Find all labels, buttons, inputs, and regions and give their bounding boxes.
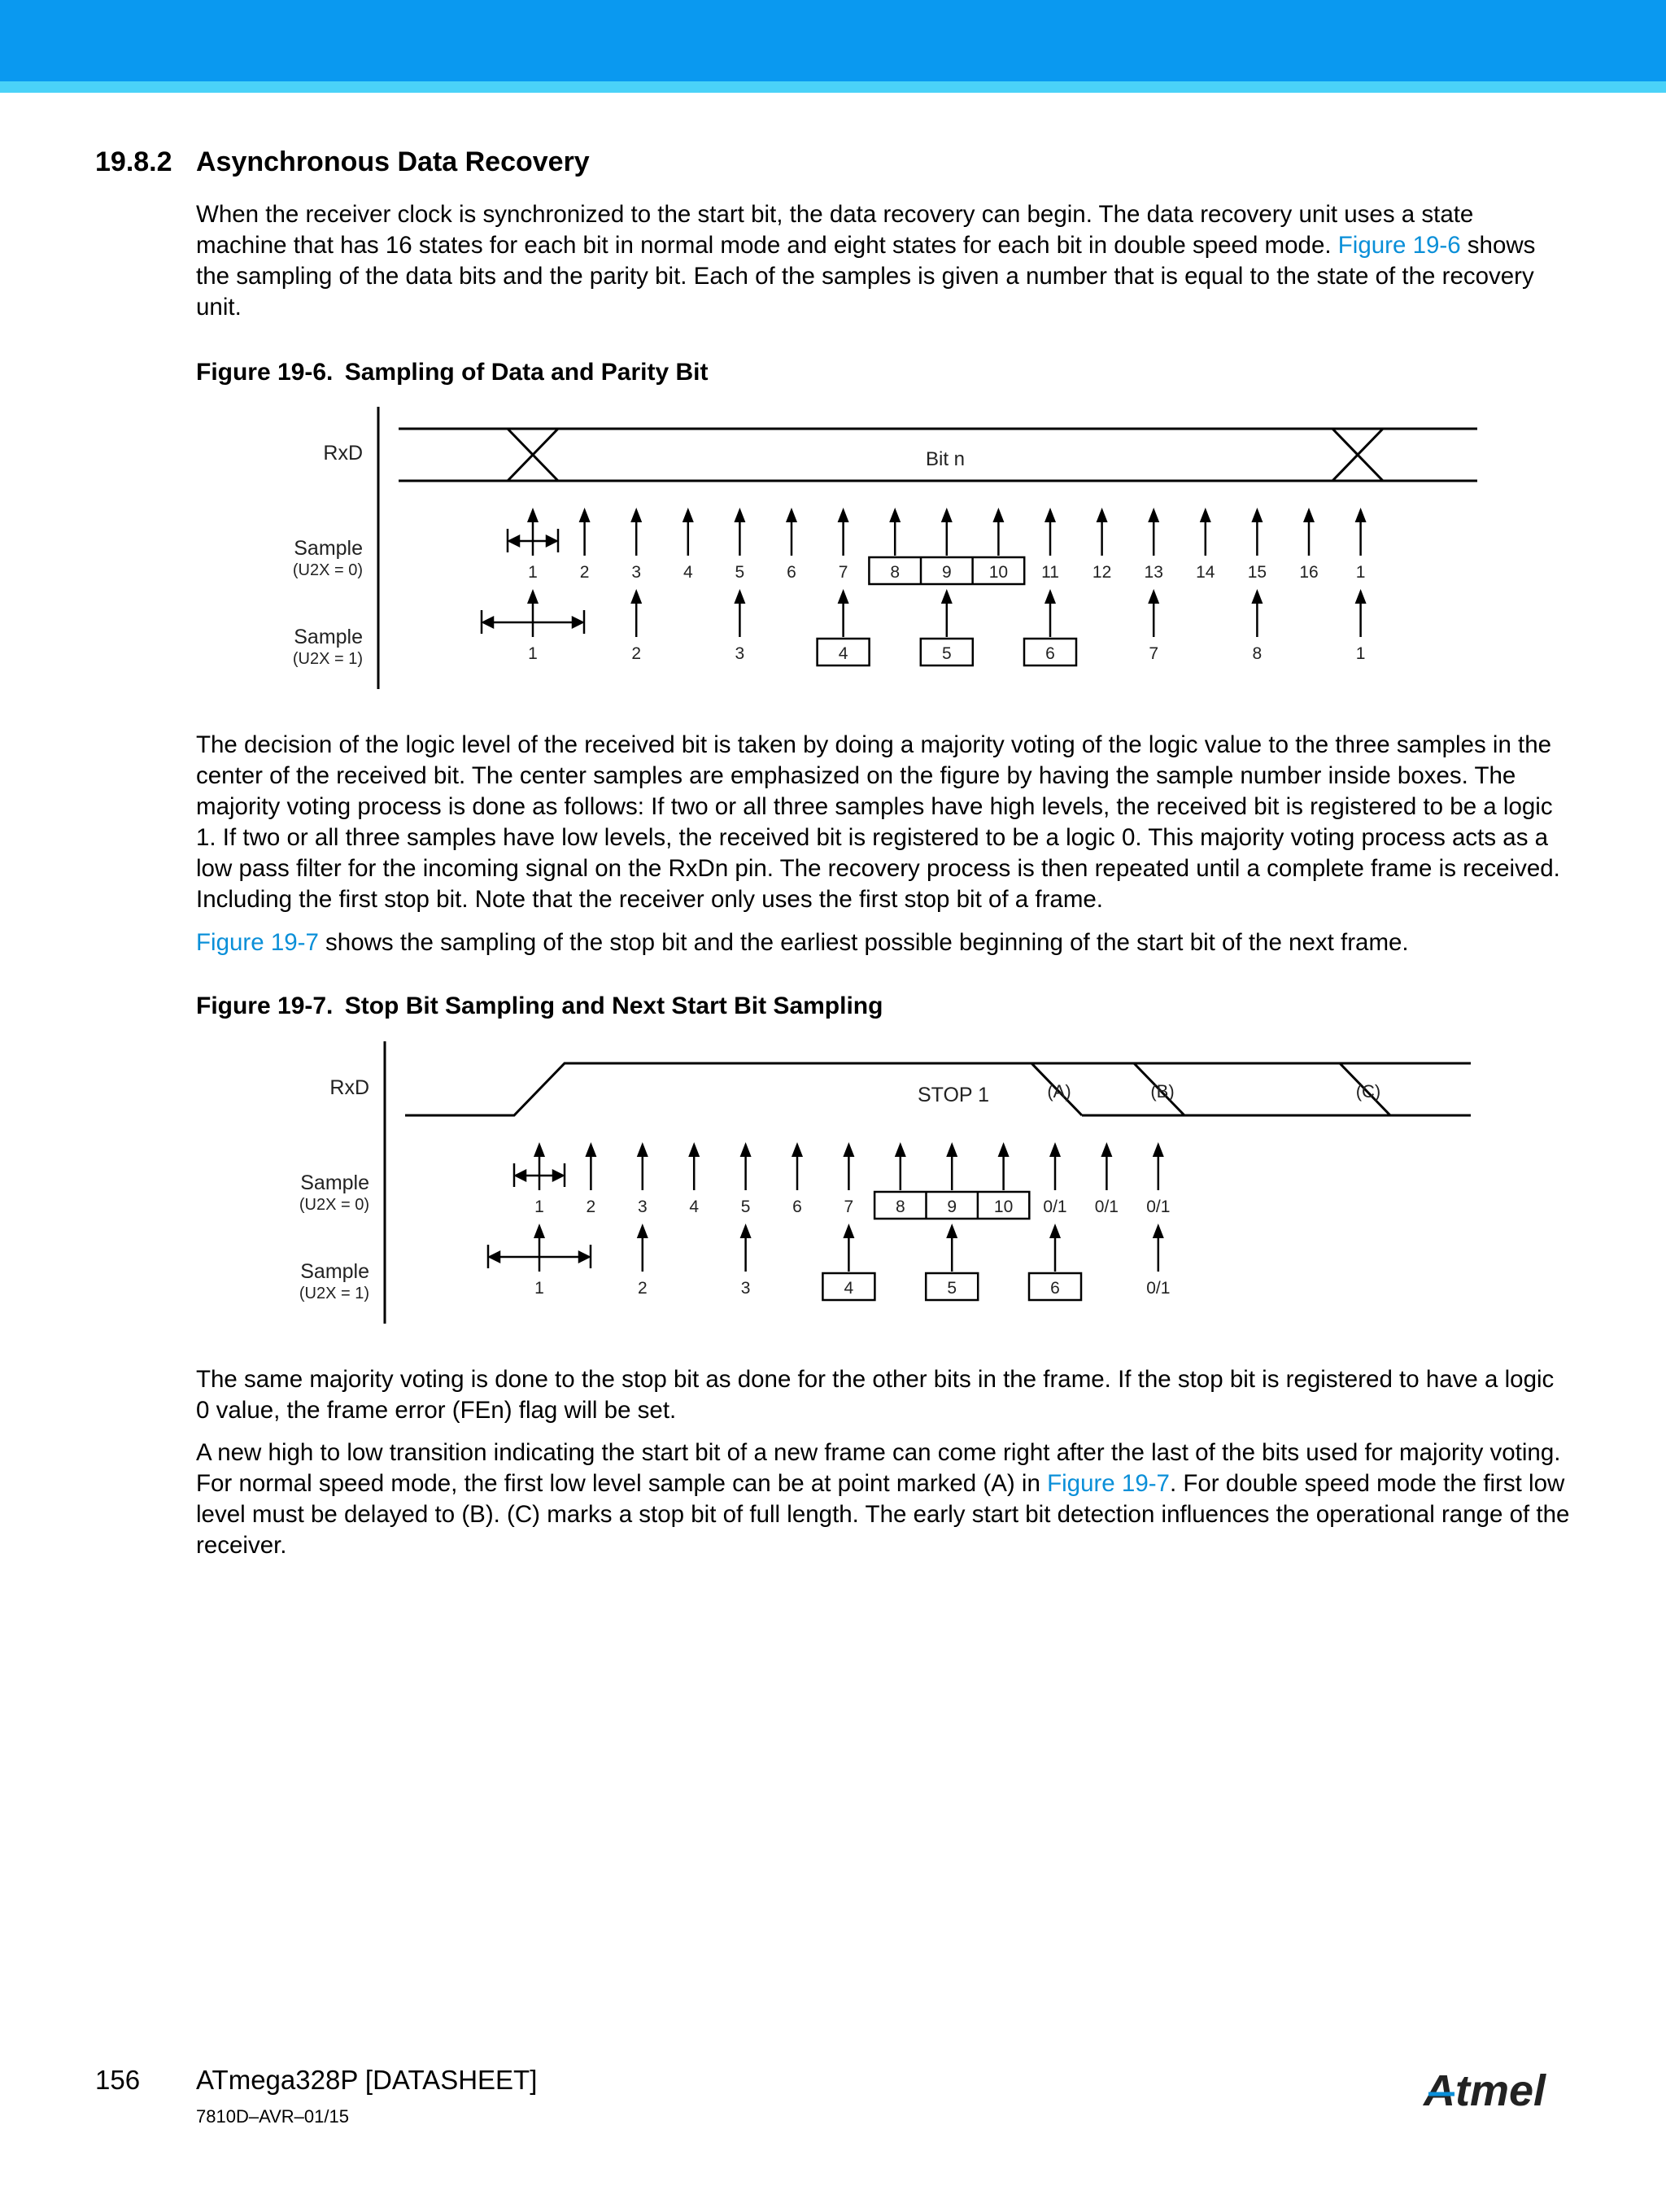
sample-label: Sample — [294, 537, 363, 560]
sample-arrow — [1097, 508, 1108, 556]
figure-number: Figure 19-7. — [196, 993, 334, 1019]
sample-arrow — [630, 508, 642, 556]
figure-19-7-caption — [196, 993, 888, 1020]
figure-number: Figure 19-6. — [196, 359, 334, 386]
mark-a-label: (A) — [1047, 1081, 1071, 1102]
paragraph-majority-voting: The decision of the logic level of the received bit is taken by doing a majority voting of the logic value to the three samples in the center of the received bit. The center samples are emphasized on the figure by having the sample number inside boxes. The majority voting process is done as follows: If two or all three samples have high levels, the received bit is registered to be a logic 1. If two or all three samples have low levels, the received bit is registered to be a logic 0. This majority voting process acts as a low pass filter for the incoming signal on the RxDn pin. The recovery process is then repeated until a complete frame is received. Including the first stop bit. Note that the receiver only uses the first stop bit of a frame. — [196, 731, 1560, 913]
sample-arrow — [579, 508, 591, 556]
header-bar — [0, 0, 1666, 81]
sample-number: 3 — [735, 644, 745, 663]
sample-arrow — [1200, 508, 1211, 556]
figure-19-7-diagram — [0, 1033, 1666, 1334]
figure-19-7-link[interactable]: Figure 19-7 — [196, 929, 319, 956]
sample-arrow — [946, 1224, 957, 1272]
sample-arrow — [941, 589, 953, 637]
sample-arrow — [1355, 589, 1367, 637]
bit-label: Bit n — [925, 448, 966, 470]
sample-arrow — [734, 508, 745, 556]
sample-number: 3 — [637, 1198, 648, 1216]
document-title: ATmega328P [DATASHEET] — [196, 2065, 538, 2095]
figure-19-6-diagram — [0, 399, 1666, 700]
document-id: 7810D–AVR–01/15 — [196, 2106, 349, 2127]
sample-number: 1 — [1355, 644, 1366, 663]
sample-number: 6 — [792, 1198, 802, 1216]
sample-number: 12 — [1092, 563, 1112, 582]
sample-number: 6 — [787, 563, 796, 582]
sample-number: 9 — [947, 1198, 957, 1216]
sample-number: 0/1 — [1146, 1279, 1171, 1298]
sample-arrow — [1153, 1224, 1164, 1272]
header-stripe — [0, 81, 1666, 93]
sample-arrow — [637, 1224, 648, 1272]
sample-arrow — [1049, 1224, 1061, 1272]
sample-number: 4 — [689, 1198, 700, 1216]
section-number: 19.8.2 — [95, 146, 172, 177]
mode0-label: (U2X = 0) — [292, 561, 363, 579]
page-number: 156 — [95, 2065, 141, 2095]
sample-label: Sample — [294, 626, 363, 648]
paragraph-new-frame — [196, 1438, 1571, 1561]
sample-arrow — [1049, 1142, 1061, 1190]
paragraph-intro — [196, 199, 1571, 323]
mode0-label: (U2X = 0) — [299, 1196, 369, 1214]
sample-arrow — [992, 508, 1004, 556]
sample-number: 16 — [1299, 563, 1319, 582]
paragraph-text: shows the sampling of the stop bit and the earliest possible beginning of the start bit of the next frame. — [318, 929, 1409, 956]
figure-19-7-link[interactable]: Figure 19-7 — [1047, 1470, 1170, 1497]
sample-arrow — [895, 1142, 906, 1190]
sample-number: 5 — [740, 1198, 751, 1216]
sample-number: 6 — [1045, 644, 1055, 663]
figure-title: Sampling of Data and Parity Bit — [344, 359, 709, 386]
sample-arrow — [1251, 589, 1263, 637]
sample-number: 9 — [941, 563, 952, 582]
sample-label: Sample — [300, 1260, 369, 1283]
sample-arrow — [1148, 508, 1159, 556]
sample-number: 1 — [534, 1198, 544, 1216]
sample-number: 5 — [947, 1279, 957, 1298]
sample-number: 5 — [735, 563, 745, 582]
figure-19-6-caption — [196, 359, 713, 386]
mark-b-label: (B) — [1150, 1081, 1175, 1102]
sample-number: 3 — [631, 563, 642, 582]
mark-c-label: (C) — [1355, 1081, 1381, 1102]
sample-arrow — [1153, 1142, 1164, 1190]
paragraph-text: . For double speed mode the first low level must be delayed to (B). (C) marks a stop bit of full length. The early start bit detection influences the operational range of the receiver. — [196, 1470, 1570, 1559]
sample-arrow — [688, 1142, 700, 1190]
sample-number: 2 — [637, 1279, 648, 1298]
sample-number: 4 — [683, 563, 693, 582]
sample-label: Sample — [300, 1171, 369, 1194]
sample-number: 0/1 — [1146, 1198, 1171, 1216]
sample-number: 0/1 — [1094, 1198, 1119, 1216]
sample-row-u2x0 — [534, 1142, 1170, 1219]
sample-number: 8 — [895, 1198, 905, 1216]
sample-arrow — [637, 1142, 648, 1190]
sample-number: 7 — [1149, 644, 1159, 663]
sample-arrow — [838, 589, 849, 637]
sample-row-u2x0 — [527, 508, 1367, 584]
sample-number: 6 — [1050, 1279, 1060, 1298]
sample-arrow — [740, 1142, 752, 1190]
sample-arrow — [527, 508, 539, 556]
sample-number: 15 — [1247, 563, 1267, 582]
sample-arrow — [1251, 508, 1263, 556]
paragraph-text: A new high to low transition indicating the start bit of a new frame can come right after the last of the bits used for majority voting. For normal speed mode, the first low level sample can be at point marked (A) in — [196, 1439, 1561, 1497]
sample-number: 10 — [993, 1198, 1014, 1216]
sample-row-u2x1 — [527, 589, 1367, 665]
sample-arrow — [792, 1142, 803, 1190]
sample-arrow — [1355, 508, 1367, 556]
sample-number: 2 — [631, 644, 642, 663]
stop-label: STOP 1 — [917, 1084, 990, 1106]
rxd-label: RxD — [329, 1076, 369, 1099]
sample-arrow — [843, 1142, 854, 1190]
sample-number: 10 — [988, 563, 1009, 582]
sample-arrow — [1148, 589, 1159, 637]
logo-text: Atmel — [1424, 2066, 1546, 2115]
sample-number: 2 — [579, 563, 590, 582]
paragraph-text: shows the sampling of the data bits and the parity bit. Each of the samples is given a number that is equal to the state of the recovery unit. — [196, 232, 1536, 321]
sample-arrow — [1045, 589, 1056, 637]
sample-arrow — [585, 1142, 596, 1190]
sample-number: 2 — [586, 1198, 596, 1216]
sample-arrow — [527, 589, 539, 637]
sample-number: 1 — [528, 644, 538, 663]
mode1-label: (U2X = 1) — [292, 650, 363, 668]
rxd-label: RxD — [323, 442, 363, 465]
sample-number: 11 — [1041, 563, 1059, 582]
section-title: Asynchronous Data Recovery — [196, 146, 590, 177]
sample-number: 4 — [838, 644, 848, 663]
sample-number: 1 — [534, 1279, 544, 1298]
sample-number: 13 — [1144, 563, 1163, 582]
sample-arrow — [630, 589, 642, 637]
sample-arrow — [534, 1224, 545, 1272]
sample-number: 3 — [740, 1279, 751, 1298]
sample-number: 8 — [1252, 644, 1263, 663]
sample-arrow — [941, 508, 953, 556]
figure-19-6-link[interactable]: Figure 19-6 — [1337, 232, 1461, 259]
sample-number: 1 — [528, 563, 538, 582]
sample-number: 8 — [890, 563, 901, 582]
figure-title: Stop Bit Sampling and Next Start Bit Sampling — [344, 993, 883, 1019]
sample-arrow — [889, 508, 901, 556]
sample-arrow — [843, 1224, 854, 1272]
sample-number: 5 — [941, 644, 952, 663]
sample-number: 4 — [844, 1279, 854, 1298]
sample-arrow — [1303, 508, 1315, 556]
sample-number: 14 — [1196, 563, 1215, 582]
sample-row-u2x1 — [534, 1224, 1170, 1300]
sample-arrow — [734, 589, 745, 637]
mode1-label: (U2X = 1) — [299, 1285, 369, 1302]
sample-arrow — [740, 1224, 752, 1272]
sample-arrow — [1045, 508, 1056, 556]
atmel-logo — [1422, 2063, 1577, 2120]
sample-arrow — [534, 1142, 545, 1190]
sample-arrow — [1101, 1142, 1112, 1190]
sample-number: 0/1 — [1043, 1198, 1067, 1216]
paragraph-text: When the receiver clock is synchronized to the start bit, the data recovery can begin. The data recovery unit uses a state machine that has 16 states for each bit in normal mode and eight states for each bit in double speed mode. — [196, 201, 1474, 259]
sample-arrow — [683, 508, 694, 556]
paragraph-figure-19-7-ref — [196, 927, 1571, 958]
sample-arrow — [998, 1142, 1010, 1190]
sample-arrow — [838, 508, 849, 556]
paragraph-stop-bit: The same majority voting is done to the stop bit as done for the other bits in the frame. If the stop bit is registered to have a logic 0 value, the frame error (FEn) flag will be set. — [196, 1366, 1555, 1424]
sample-arrow — [946, 1142, 957, 1190]
sample-number: 7 — [838, 563, 848, 582]
sample-number: 7 — [844, 1198, 854, 1216]
sample-number: 1 — [1355, 563, 1366, 582]
sample-arrow — [786, 508, 797, 556]
